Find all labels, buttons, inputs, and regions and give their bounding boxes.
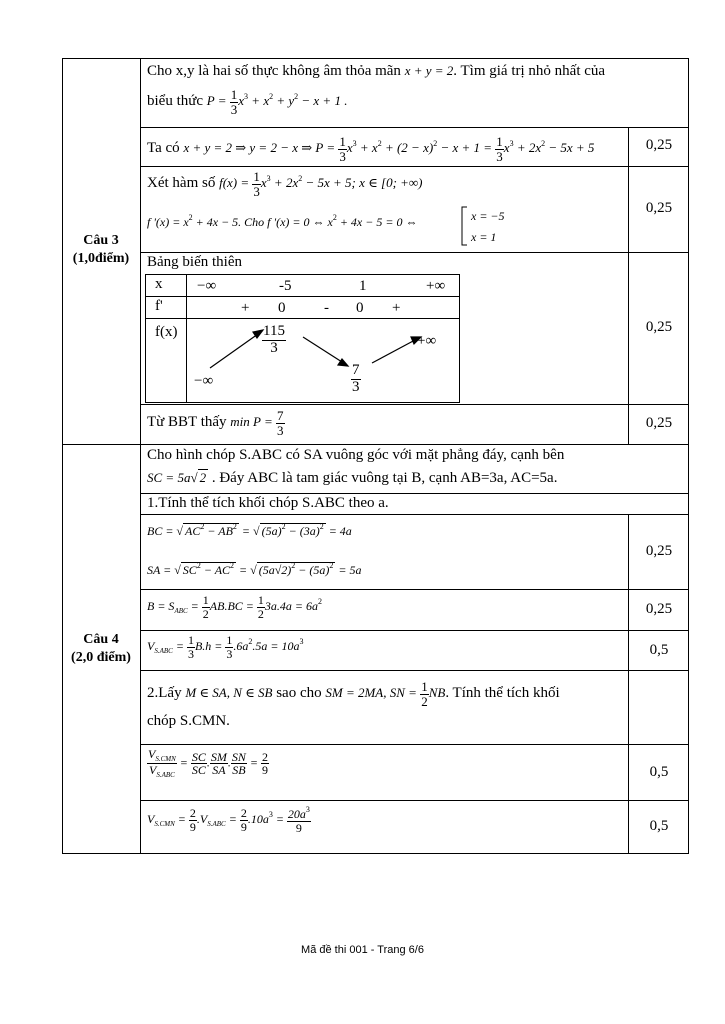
step1-formula: x + y = 2 ⇒ y = 2 − x ⇒ P = $\frac{1}{3}$ $x^3 + x^2 + (2 - x)^2 - x + 1$ = $\frac{1}{3}$ $x^3 + 2x^2 - 5x + 5$ (183, 134, 595, 164)
bbt-x-value: 1 (359, 278, 367, 294)
page-footer: Mã đề thi 001 - Trang 6/6 (301, 944, 424, 956)
cau3-question-line2: biểu thức P = $\frac{1}{3}$ $x^3 + x^2 + y^2 - x + 1$ . (147, 87, 348, 117)
cau4-label-block (62, 631, 140, 667)
volume-ratio-formula: $\frac{V_{S.CMN}}{V_{S.ABC}}$ = $\frac{SC}{SC}$ . $\frac{SM}{SA}$ . $\frac{SN}{SB}$ = $\frac{2}{9}$ (148, 747, 269, 780)
base-area-formula: $B = S_{ABC}$ = $\frac{1}{2}$ AB.BC = $\frac{1}{2}$ $3a.4a = 6a^2$ (147, 593, 322, 621)
volume-scmn-formula: $V_{S.CMN}$ = $\frac{2}{9}$ $.V_{S.ABC}$ = $\frac{2}{9}$ $.10a^3$ = $\frac{20a^3}{9}$ (147, 805, 310, 835)
cau4-part1-title: 1.Tính thể tích khối chóp S.ABC theo a. (147, 495, 389, 511)
bbt-row-fprime: f' (155, 298, 163, 314)
root-x1: x = −5 (471, 209, 505, 223)
cau4-score-1: 0,25 (645, 543, 673, 559)
bbt-x-value: -5 (279, 278, 292, 294)
cau4-label: Câu 4 (83, 632, 119, 647)
cau3-score-2: 0,25 (645, 200, 673, 216)
cau4-intro-line2: SC = 5a√ 2 . Đáy ABC là tam giác vuông tại B, cạnh AB=3a, AC=5a. (147, 470, 558, 486)
ratio-condition: SM = 2MA, SN = $\frac{1}{2}$ NB (325, 679, 446, 709)
cau3-score-4: 0,25 (645, 415, 673, 431)
points-mn: M ∈ SA, N ∈ SB (185, 685, 273, 701)
cau3-step3: Bảng biến thiên (147, 254, 242, 270)
cau4-score-4: 0,5 (649, 764, 669, 780)
bbt-f-min: $\frac{7}{3}$ (352, 362, 360, 395)
cau3-points: (1,0điểm) (72, 251, 130, 266)
sc-formula: SC = 5a√ 2 (147, 470, 207, 485)
bc-formula: BC = √ $AC^2 - AB^2$ = √ $(5a)^2 - (3a)^2 = 4a$ (147, 522, 352, 538)
bbt-f-start: −∞ (194, 373, 214, 389)
condition-formula: x + y = 2 (404, 63, 454, 78)
cau3-label-block (62, 232, 140, 268)
cau4-intro-line1: Cho hình chóp S.ABC có SA vuông góc với mặt phẳng đáy, cạnh bên (147, 447, 565, 463)
bbt-f-max: $\frac{115}{3}$ (263, 323, 285, 356)
bbt-sign: 0 (278, 300, 286, 316)
cau4-score-3: 0,5 (649, 642, 669, 658)
bbt-x-value: −∞ (197, 278, 217, 294)
bbt-sign: + (241, 300, 250, 316)
cau3-step4: Từ BBT thấy min P = $\frac{7}{3}$ (147, 408, 284, 438)
variation-table-lines (145, 274, 460, 403)
system-bracket-icon (459, 205, 469, 247)
cau4-score-5: 0,5 (649, 818, 669, 834)
bbt-sign: - (324, 300, 329, 316)
bbt-row-x: x (155, 276, 163, 292)
volume-sabc-formula: $V_{S.ABC}$ = $\frac{1}{3}$ B.h = $\frac{1}{3}$ $.6a^2.5a = 10a^3$ (147, 633, 304, 661)
cau4-score-2: 0,25 (645, 601, 673, 617)
bbt-row-fx: f(x) (155, 324, 178, 340)
bbt-sign: + (392, 300, 401, 316)
cau4-part2-line2: chóp S.CMN. (147, 713, 230, 729)
cau4-part2-line1: 2.Lấy M ∈ SA, N ∈ SB sao cho SM = 2MA, SN = $\frac{1}{2}$ NB. Tính thể tích khối (147, 679, 560, 709)
min-result: min P = $\frac{7}{3}$ (230, 408, 284, 438)
cau4-points: (2,0 điểm) (71, 650, 131, 665)
cau3-step1: Ta có x + y = 2 ⇒ y = 2 − x ⇒ P = $\frac{1}{3}$ $x^3 + x^2 + (2 - x)^2 - x + 1$ = $\frac{1}{3}$ $x^3 + 2x^2 - 5x + 5$ (147, 134, 595, 164)
cau3-question-line1: Cho x,y là hai số thực không âm thỏa mãn x + y = 2. Tìm giá trị nhỏ nhất của (147, 63, 606, 79)
root-x2: x = 1 (471, 230, 497, 244)
function-definition: f(x) = $\frac{1}{3}$ $x^3 + 2x^2 - 5x + 5$; x ∈ [0; +∞) (219, 169, 423, 199)
cau3-score-3: 0,25 (645, 319, 673, 335)
derivative-line: f '$(x) = x^2 + 4x - 5$. Cho f '(x) = 0 ⇔ $x^2 + 4x - 5 = 0$ ⇔ (147, 213, 418, 229)
cau3-label: Câu 3 (83, 233, 119, 248)
cau3-step2: Xét hàm số f(x) = $\frac{1}{3}$ $x^3 + 2x^2 - 5x + 5$; x ∈ [0; +∞) (147, 169, 423, 199)
sa-formula: SA = √ $SC^2 - AC^2$ = √ $(5a√2)^2 - (5a)^2 = 5a$ (147, 561, 362, 577)
bbt-sign: 0 (356, 300, 364, 316)
expression-p: P = $\frac{1}{3}$ $x^3 + x^2 + y^2 - x + 1$ . (206, 87, 348, 117)
bbt-x-value: +∞ (426, 278, 446, 294)
bbt-f-end: +∞ (417, 333, 437, 349)
cau3-score-1: 0,25 (645, 137, 673, 153)
